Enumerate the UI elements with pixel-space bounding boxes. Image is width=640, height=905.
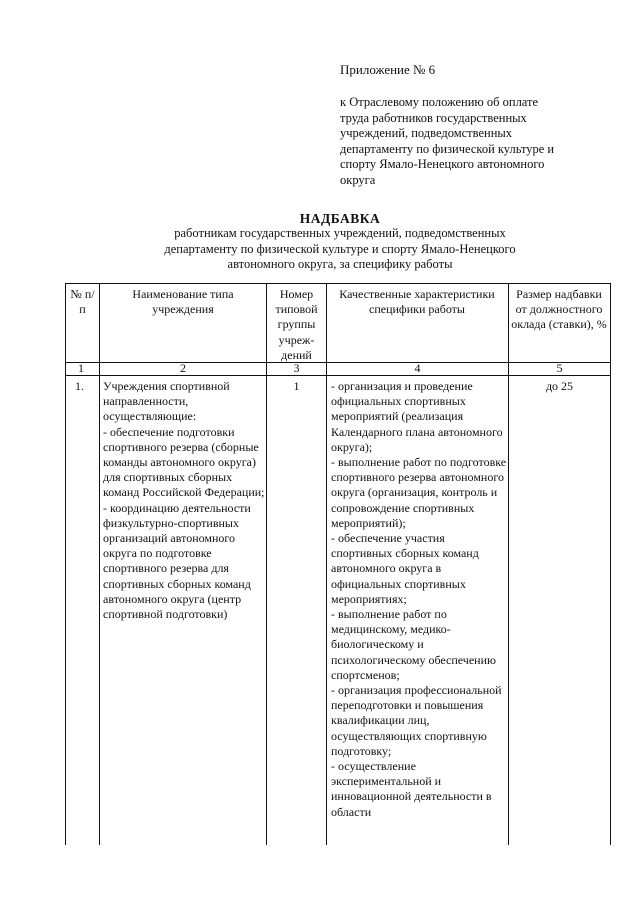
table-col-line-0: [65, 283, 66, 845]
document-title: НАДБАВКА: [299, 211, 381, 226]
table-col-line-5: [610, 283, 611, 845]
row-characteristics: - организация и проведение официальных спортивных мероприятий (реализация Календарного плана автономного округа); - выполнение работ по подготовке спортивного резерва автономного округа (организация, контроль и сопровождение спортивных мероприятий); - обеспечение участия спортивных сборных команд автономного округа в официальных спортивных мероприятиях; - выполнение работ по медицинскому, медико-биологическому и психологическому обеспечению спортсменов; - организация профессиональной переподготовки и повышения квалификации лиц, осуществляющих спортивную подготовку; - осуществление экспериментальной и инновационной деятельности в области: [331, 379, 507, 819]
header-allowance: Размер надбавки от должностного оклада (ставки), %: [511, 287, 607, 332]
appendix-note: к Отраслевому положению об оплате труда работников государственных учреждений, подведомственных департаменту по физической культуре и спорту Ямало-Ненецкого автономного округа: [340, 95, 555, 187]
header-characteristics: Качественные характеристики специфики работы: [339, 287, 495, 317]
row-institution: Учреждения спортивной направленности, осуществляющие: - обеспечение подготовки спортивного резерва (сборные команды автономного округа) для спортивных сборных команд Российской Федерации; - координацию деятельности физкультурно-спортивных организаций автономного округа по подготовке спортивного резерва для спортивных сборных команд автономного округа (центр спортивной подготовки): [103, 379, 265, 622]
column-number-5: 5: [556, 361, 563, 375]
table-top-border: [65, 283, 611, 284]
row-allowance: до 25: [545, 379, 574, 393]
column-number-1: 1: [78, 361, 84, 375]
column-number-2: 2: [180, 361, 186, 375]
header-institution-type: Наименование типа учреждения: [132, 287, 234, 317]
column-number-3: 3: [293, 361, 300, 375]
document-subtitle: работникам государственных учреждений, подведомственных департаменту по физической культуре и спорту Ямало-Ненецкого автономного округа, за специфику работы: [164, 226, 516, 271]
header-number: № п/п: [70, 287, 95, 317]
appendix-number: Приложение № 6: [340, 62, 436, 77]
row-group-number: 1: [293, 379, 300, 393]
header-group-number: Номер типовой группы учреж-дений: [275, 287, 318, 362]
row-number: 1.: [75, 379, 84, 393]
column-number-4: 4: [414, 361, 421, 375]
